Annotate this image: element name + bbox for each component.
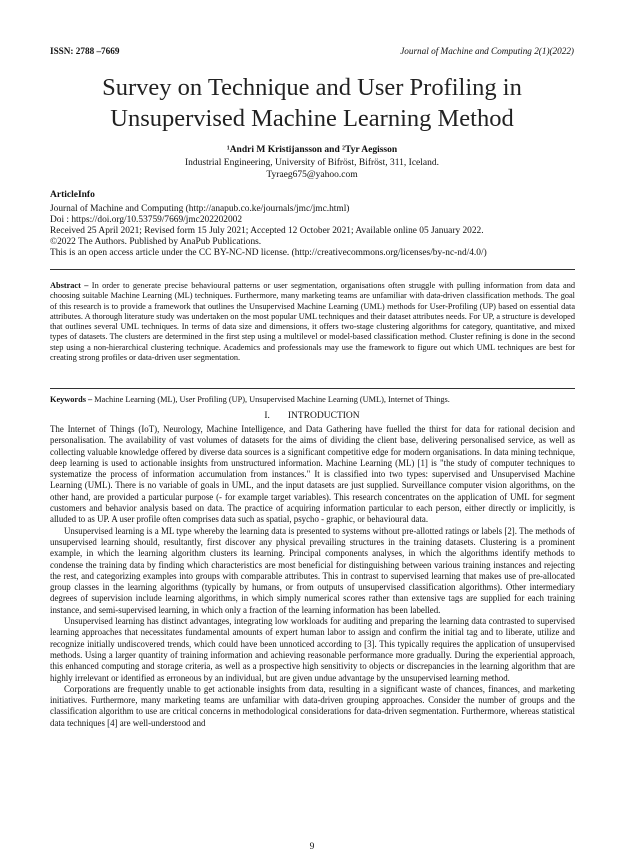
article-info (50, 204, 580, 259)
author-email[interactable]: Tyraeg675@yahoo.com (266, 170, 358, 180)
authors: ¹Andri M Kristijansson and ²Tyr Aegisson (226, 145, 398, 155)
article-info-dates: Received 25 April 2021; Revised form 15 July 2021; Accepted 12 October 2021; Available online 05 January 2022. (50, 226, 484, 236)
running-header (50, 46, 574, 60)
abstract-text: In order to generate precise behavioural patterns or user segmentation, organisations often struggle with pulling information from data and choosing suitable Machine Learning (ML) techniques. Furthermore, many marketing teams are unfamiliar with data-driven classification methods. The goal of this research is to provide a framework that outlines the Unsupervised Machine Learning (UML) methods for User-Profiling (UP) based on essential data attributes. A thorough literature study was undertaken on the most popular UML techniques and their dataset attributes needs. For UP, a structure is developed that outlines several UML techniques. In terms of data size and dimensions, it offers two-stage clustering algorithms for category, quantitative, and mixed types of datasets. The clusters are determined in the first step using a multilevel or model-based classification method. Cluster refining is done in the second step using a non-hierarchical clustering technique. Academics and professionals may use the framework to figure out which UML techniques are best for creating strong profiles or data-driven user segmentation. (50, 281, 575, 363)
page-number: 9 (309, 842, 315, 852)
article-info-journal[interactable]: Journal of Machine and Computing (http://anapub.co.ke/journals/jmc/jmc.html) (50, 204, 350, 214)
article-info-license[interactable]: This is an open access article under the CC BY-NC-ND license. (http://creativecommons.org/licenses/by-nc-nd/4.0/) (50, 248, 487, 258)
keywords-label: Keywords – (50, 395, 93, 404)
article-info-doi[interactable]: Doi : https://doi.org/10.53759/7669/jmc202202002 (50, 215, 243, 225)
abstract (50, 281, 575, 363)
divider-bottom (50, 388, 575, 389)
paragraph: The Internet of Things (IoT), Neurology, Machine Intelligence, and Data Gathering have fuelled the thirst for data for rational decision and personalisation. The availability of vast volumes of datasets for the aims of dividing the client base, delivering personalised service, as well as collecting valuable knowledge offered by diverse data sources is a significant competitive edge for modern organisations. In data mining technique, deep learning is used to actionable insights from unstructured information. Machine Learning (ML) [1] is "the study of computer techniques to systematize the process of information accumulation from instances." It is classified into two types: supervised and Unsupervised Machine Learning (UML). There is no variable of goals in UML, and the input datasets are just supplied. Surveillance computer vision algorithms, on the other hand, are provided a particular purpose (- for example target variables). This research concentrates on the application of UML for segment customers and behavior analysis based on data. The practice of acquiring information particular to each person, either directly or implicitly, is alluded to as UP. A user profile often comprises data such as spatial, psycho - graphic, or behavioural data. (50, 424, 575, 525)
paragraph: Corporations are frequently unable to get actionable insights from data, resulting in a significant waste of chances, finances, and marketing initiatives. Furthermore, many marketing teams are unfamiliar with data-driven grouping approaches. Consider the number of groups and the classification algorithm to use are critical concerns in methodological considerations for data-driven segmentation. Furthermore, whereas statistical data techniques [4] are well-understood and (50, 683, 575, 728)
section-heading (0, 411, 624, 421)
paragraph: Unsupervised learning has distinct advantages, integrating low workloads for auditing and preparing the learning data contrasted to supervised learning approaches that necessitates fundamental amounts of expert human labor to assign and confirm the initial tag and to liberate, utilize and recognize initially undiscovered trends, which could have been unnoticed according to [3]. This typically requires the application of unsupervised methods. Using a larger quantity of training information and achieving reasonable performance more gradually. During the experiential approach, this enhanced computing and storage criteria, as well as a prospective high sensitivity to objects or discrepancies in the learning algorithm that are highly irrelevant or identified as erroneous by an individual, but are given undue advantage by the unsupervised learning method. (50, 616, 575, 683)
section-number: I. (264, 411, 270, 421)
article-info-heading: ArticleInfo (50, 190, 95, 200)
paper-title: Survey on Technique and User Profiling in Unsupervised Machine Learning Method (102, 74, 522, 132)
article-info-copyright: ©2022 The Authors. Published by AnaPub Publications. (50, 237, 262, 247)
affiliation: Industrial Engineering, University of Bifröst, Bifröst, 311, Iceland. (185, 158, 439, 168)
keywords (50, 395, 575, 405)
keywords-text: Machine Learning (ML), User Profiling (UP), Unsupervised Machine Learning (UML), Internet of Things. (92, 395, 450, 404)
divider-top (50, 269, 575, 270)
introduction-body (50, 424, 575, 729)
journal-citation: Journal of Machine and Computing 2(1)(2022) (400, 46, 574, 56)
abstract-label: Abstract – (50, 281, 89, 290)
section-title: INTRODUCTION (287, 411, 360, 421)
paragraph: Unsupervised learning is a ML type whereby the learning data is presented to systems without pre-allotted ratings or labels [2]. The methods of unsupervised learning should, resultantly, first discover any physical prevailing structures in the training datasets. Clustering is a prominent example, in which the learning algorithm clusters its learning. Principal components analyses, in which the algorithms identify methods to condense the training data by finding which characteristics are most beneficial for distinguishing between various training instances and rejecting the rest, and categorizing examples into groups with comparable attributes. This in contrast to supervised learning that makes use of pre-allocated group classes in the learning algorithms (typically by humans, or from outputs of unsupervised classification algorithms). Other intermediary degrees of supervision include learning algorithms, in which simply numerical scores rather than extensive tags are supplied for each training instance, and semi-supervised learning, in which only a fraction of the learning information has been labelled. (50, 525, 575, 615)
issn: ISSN: 2788 –7669 (50, 46, 120, 56)
affiliation-block (0, 157, 624, 181)
